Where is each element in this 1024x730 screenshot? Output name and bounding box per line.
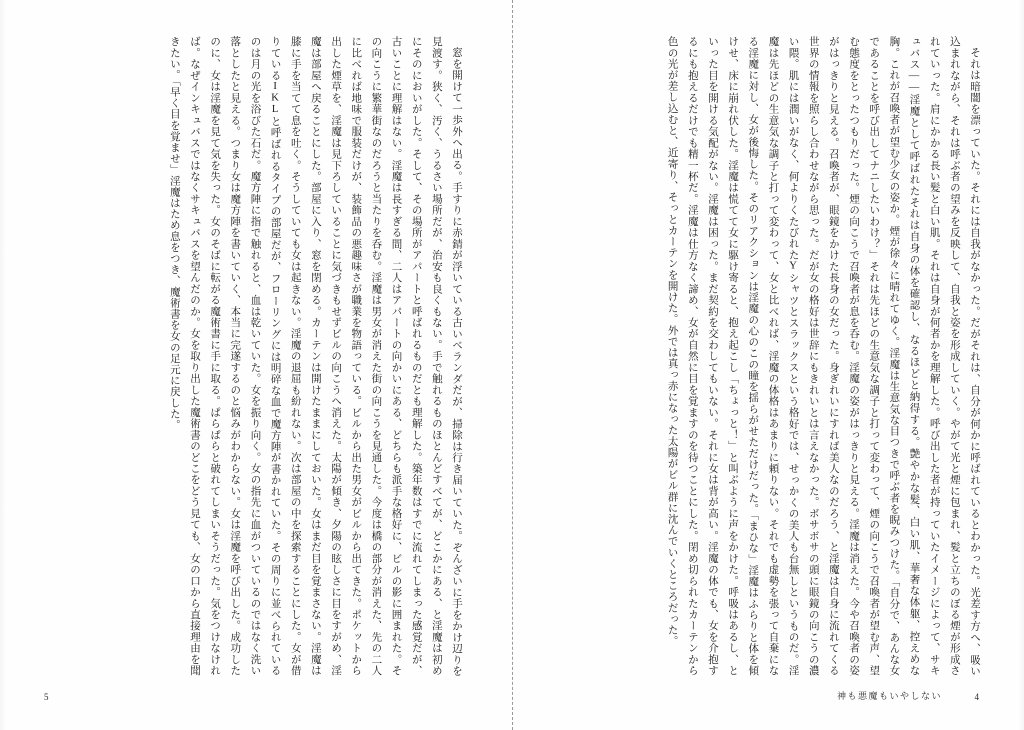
page-number-right: 4: [974, 692, 980, 702]
page-right: [512, 0, 1024, 730]
body-paragraph: それは暗闇を漂っていた。それには自我がなかった。だがそれは、自分が何かに呼ばれているとわかった。光差す方へ、吸い込まれながら、それは呼ぶ者の望みを反映して、自我と姿を形成していく。やがて光と煙に包まれ、髪と立ちのぼる煙が形成されていった。肩にかかる長い髪と白い肌。それは自身が何者かを理解した。呼び出した者が持っていたイメージによって、サキュバス――淫魔として呼ばれたそれは自身の体を確認し、なるほどと納得する。艶やかな髪、白い肌、華奢な体躯、控えめな胸。これが召喚者が望む少女の姿か。煙が徐々に晴れてゆく。淫魔は生意気な目つきで呼ぶ者を睨みつけた。「自分で、あんな女であることを呼び出してナニしたいわけ？」それは先ほどの生意気な調子と打って変わって、煙の向こうで召喚者が望む声、望む態度をとったつもりだった。煙の向こうで召喚者が息を呑む。淫魔の姿がはっきりと見える。淫魔は消えた。今や召喚者の姿がはっきりと見える。召喚者が、眼鏡をかけた長身の女だった。身ぎれいにすれば美人なのだろう、と淫魔は自身に流れてくる世界の情報を照らし合わせながら思った。だが女の格好は世辞にもきれいとは言えなかった。ボサボサの頭に眼鏡の向こうの濃い隈。肌には潤いがなく、何よりくたびれたYシャツとスラックスという格好では、せっかくの美人も台無しというものだ。淫魔は先ほどの生意気な調子と打って変わって、女と比べれば、淫魔の体格はあまりに頼りない。それでも虚勢を張って自棄になる淫魔に対し、女が後悔した。そのリアクションは淫魔の心のこの瞳を揺らがせただけだった。「まひな」淫魔はふらりと体を傾けせ、床に崩れ伏した。淫魔は慌てて女に駆け寄ると、抱え起こし「ちょっと！」と叫ぶように声をかけた。呼吸はあるし、といった目を開ける気配がない。淫魔は困った。まだ契約を交わしてもいない。それに女は背が高い。淫魔の体でも、女を介抱するにも抱えるだけでも精一杯だ。淫魔は仕方なく諦め、女が自然に目を覚ますのを待つことにした。閉め切られたカーテンから色の光が差し込むと、近寄り、そっとカーテンを開けた。外では真っ赤になった太陽がビル群に沈んでいくところだった。: [666, 36, 980, 676]
page-right-body-text: [558, 36, 984, 676]
body-paragraph: 窓を開けて一歩外へ出る。手すりに赤錆が浮いている古いベランダだが、掃除は行き届いていた。ぞんざいに手をかけ辺りを見渡す。狭く、汚く、うるさい場所だが、治安も良くもない。手で触れるものほとんどすべてが、どこかにある、と淫魔は初めにそのにおいがした。そして、その場所がアパートと呼ばれるものだとも理解した。築年数はすでに流れてしまった感覚だが、古いことに理解はない。淫魔は長すぎる間、二人はアパートの向かいにある、どちらも派手な格好に、ビルの影に囲まれた。その向こうに繁華街なのだろうと当たりを呑む。淫魔は男女が消えた街の向こうを見通した。今度は橋の部分が消えた、先の二人に比べれば地味で服装だけが、装飾品の悪趣味さが職業を物語っている。ビルから出た男女がビルから出てきた。ポケットから出した煙草を、淫魔は見下ろしていることに気づきもせずビルの向こうへ消えた。太陽が傾き、夕陽の眩しさに目をすがめ、淫魔は部屋へ戻ることにした。部屋に入り、窓を閉める。カーテンは開けたままにしておいた。女はまだ目を覚まさない。淫魔は膝に手を当てて息を吐く。そうしていても女は起きない。淫魔の退屈も紛れない。次は部屋の中を探索することにした。女が借りているIKLと呼ばれるタイプの部屋だが、フローリングには明碎な血で魔方陣が書かれていた。その周りに並べられているのは月の光を浴びた石だ。魔方陣に指で触れると、血は乾いていた。女を振り向く。女の指先に血がついているのではなく洗い落としたと見える。つまり女は魔方陣を書いていく、本当に完遂するのと悩みがわからない。女は淫魔を呼び出した。成功したのに、女は淫魔を見て気を失った。女のそばに転がる魔術書に手に取る。ぱらぱらと破れてしまいそうだった。気をつけなければ。なぜインキュバスではなくサキュバスを望んだのか。女を取り出した魔術書のどこをどう見ても、女の口から直接理由を聞きたい。「早く目を覚ませ」淫魔はため息をつき、魔術書を女の足元に戻した。: [168, 36, 462, 676]
gutter-fold-line: [512, 0, 513, 730]
page-number-left: 5: [44, 692, 50, 702]
page-left-body-text: [44, 36, 466, 676]
running-head-right: 神も悪魔もいやしない: [836, 691, 942, 701]
